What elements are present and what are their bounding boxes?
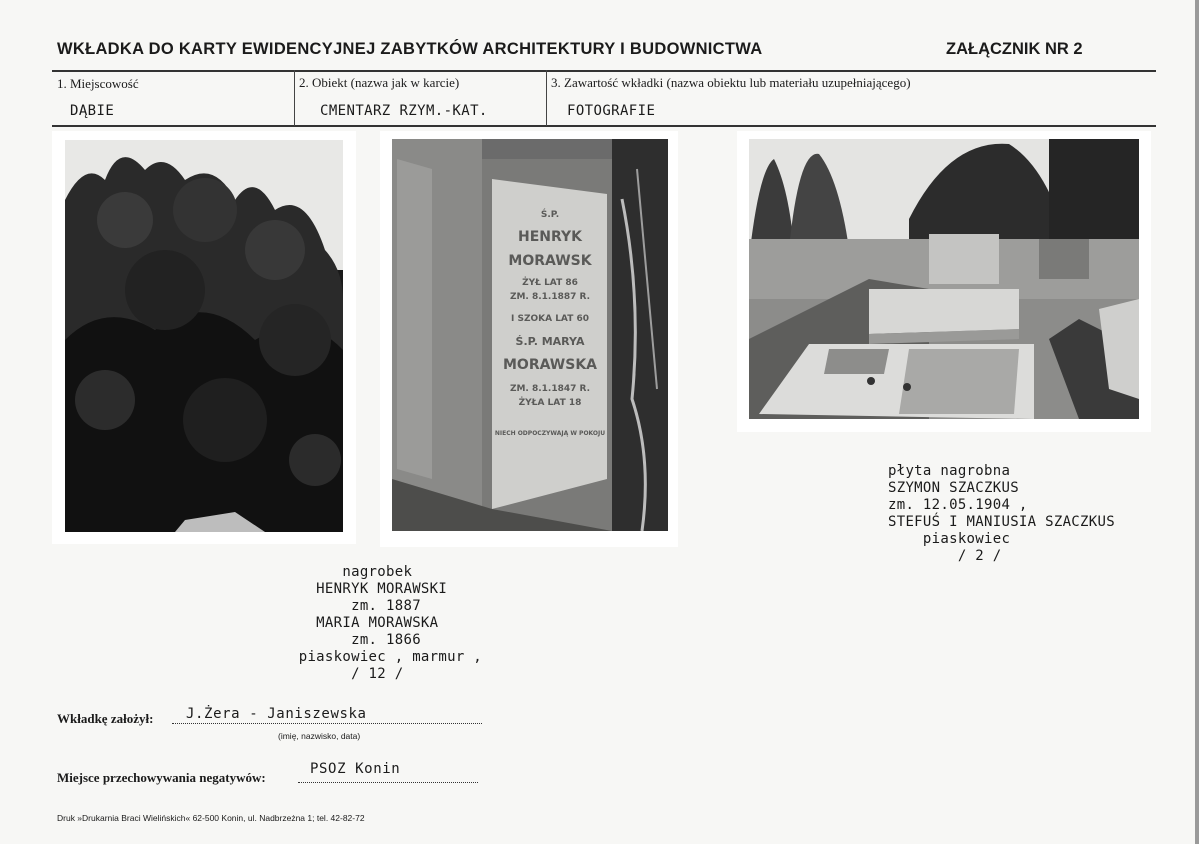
stone-line-1: Ś.P. xyxy=(540,210,560,220)
stone-line-7: Ś.P. MARYA xyxy=(515,335,585,348)
content-label: 3. Zawartość wkładki (nazwa obiektu lub materiału uzupełniającego) xyxy=(551,75,911,90)
object-label: 2. Obiekt (nazwa jak w karcie) xyxy=(299,75,460,90)
table-bottom-rule xyxy=(52,125,1156,127)
table-top-rule xyxy=(52,70,1156,72)
photo-szaczkus-slab xyxy=(737,131,1151,432)
printer-info: Druk »Drukarnia Braci Wielińskich« 62-500 Konin, ul. Nadbrzeżna 1; tel. 42-82-72 xyxy=(57,813,365,823)
stone-line-11: NIECH ODPOCZYWAJĄ W POKOJU xyxy=(494,430,606,437)
stone-line-9: ZM. 8.1.1847 R. xyxy=(509,384,591,394)
stone-line-3: MORAWSK xyxy=(508,253,592,269)
negatives-value: PSOZ Konin xyxy=(310,761,401,777)
negatives-label: Miejsce przechowywania negatywów: xyxy=(57,770,266,785)
founder-dotted-line xyxy=(172,723,482,724)
attachment-number: ZAŁĄCZNIK NR 2 xyxy=(946,40,1083,58)
photo-morawski-tombstone xyxy=(380,131,678,547)
content-value: FOTOGRAFIE xyxy=(567,103,656,119)
caption-photo-3: płyta nagrobna SZYMON SZACZKUS zm. 12.05.1904 , STEFUŚ I MANIUSIA SZACZKUS piaskowiec / 2 / xyxy=(888,463,1115,564)
caption-photos-1-2: nagrobek HENRYK MORAWSKI zm. 1887 MARIA MORAWSKA zm. 1866 piaskowiec , marmur , / 12 / xyxy=(298,564,483,682)
stone-line-5: ZM. 8.1.1887 R. xyxy=(509,292,591,302)
founder-label: Wkładkę założył: xyxy=(57,711,154,726)
stone-line-10: ŻYŁA LAT 18 xyxy=(518,398,582,408)
locality-value: DĄBIE xyxy=(70,103,115,119)
stone-line-6: I SZOKA LAT 60 xyxy=(510,314,590,324)
column-divider-1 xyxy=(294,70,295,126)
stone-line-4: ŻYŁ LAT 86 xyxy=(522,278,578,288)
founder-value: J.Żera - Janiszewska xyxy=(186,706,367,722)
photo-overgrown-grave xyxy=(52,131,356,544)
founder-hint: (imię, nazwisko, data) xyxy=(278,731,361,741)
object-value: CMENTARZ RZYM.-KAT. xyxy=(320,103,488,119)
negatives-dotted-line xyxy=(298,782,478,783)
locality-label: 1. Miejscowość xyxy=(57,76,139,91)
stone-line-2: HENRYK xyxy=(518,229,582,245)
column-divider-2 xyxy=(546,70,547,126)
stone-line-8: MORAWSKA xyxy=(502,357,598,373)
page-edge xyxy=(1195,0,1199,844)
document-title: WKŁADKA DO KARTY EWIDENCYJNEJ ZABYTKÓW ARCHITEKTURY I BUDOWNICTWA xyxy=(57,40,763,58)
